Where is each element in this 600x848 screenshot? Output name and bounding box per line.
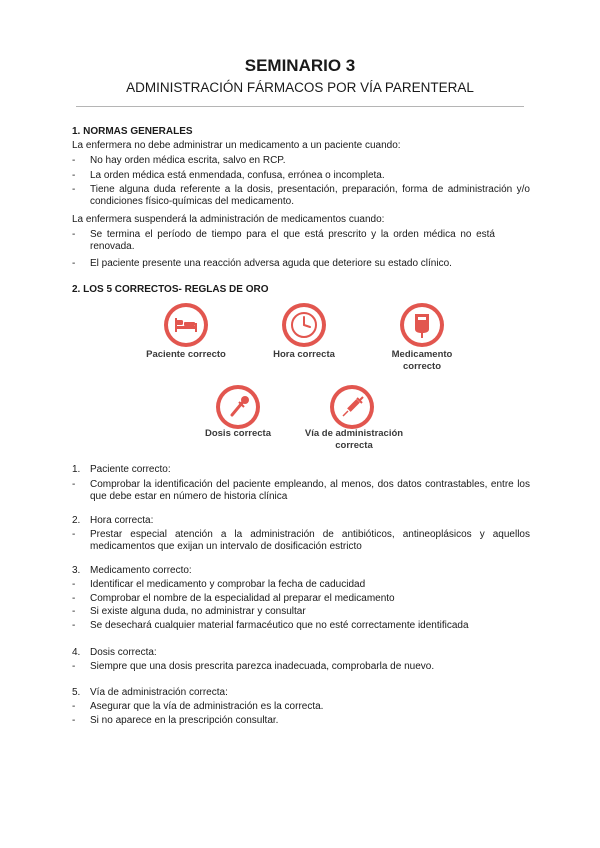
bullet-dash: - [72, 479, 76, 490]
page-title: SEMINARIO 3 [244, 56, 356, 75]
dropper-icon [216, 385, 260, 429]
section1-intro1: La enfermera no debe administrar un medicamento a un paciente cuando: [72, 140, 401, 151]
rule-number: 1. [72, 464, 81, 475]
icon-caption: Hora correcta [273, 349, 335, 360]
icon-caption: correcta [335, 440, 373, 451]
bullet-dash: - [72, 715, 76, 726]
icon-caption: Dosis correcta [204, 428, 271, 439]
section1-intro2: La enfermera suspenderá la administración de medicamentos cuando: [72, 214, 385, 225]
list-item: El paciente presente una reacción adversa aguda que deteriore su estado clínico. [90, 258, 452, 269]
bullet-dash: - [72, 579, 76, 590]
bullet-dash: - [72, 661, 76, 672]
bullet-dash: - [72, 593, 76, 604]
rule-number: 2. [72, 515, 81, 526]
list-item: Se termina el período de tiempo para el que está prescrito y la orden médica no está renovada. [90, 229, 495, 252]
iv-bag-icon [400, 303, 444, 347]
section1-heading: 1. NORMAS GENERALES [72, 126, 193, 137]
rule-title: Medicamento correcto: [90, 565, 192, 576]
list-item: Siempre que una dosis prescrita parezca inadecuada, comprobarla de nuevo. [90, 661, 435, 672]
list-item: No hay orden médica escrita, salvo en RCP. [90, 155, 286, 166]
bullet-dash: - [72, 701, 76, 712]
bullet-dash: - [72, 529, 76, 540]
rule-title: Vía de administración correcta: [90, 687, 228, 698]
list-item: Si no aparece en la prescripción consultar. [90, 715, 279, 726]
rule-title: Dosis correcta: [90, 647, 157, 658]
icon-caption: Vía de administración [304, 428, 404, 439]
bullet-dash: - [72, 170, 76, 181]
bullet-dash: - [72, 184, 76, 195]
clock-icon [282, 303, 326, 347]
bullet-dash: - [72, 155, 76, 166]
bullet-dash: - [72, 620, 76, 631]
list-item: Comprobar la identificación del paciente empleando, al menos, dos datos contrastables, entre los que debe estar en número de historia clínica [90, 479, 530, 502]
icon-caption: correcto [402, 361, 441, 372]
bullet-dash: - [72, 229, 76, 240]
rule-number: 5. [72, 687, 81, 698]
bullet-dash: - [72, 606, 76, 617]
rule-title: Paciente correcto: [90, 464, 171, 475]
rule-title: Hora correcta: [90, 515, 154, 526]
bullet-dash: - [72, 258, 76, 269]
rule-number: 4. [72, 647, 81, 658]
rule-number: 3. [72, 565, 81, 576]
list-item: Prestar especial atención a la administración de antibióticos, antineoplásicos y aquellos medicamentos que exijan un intervalo de dosificación estricto [90, 529, 530, 552]
title-divider [76, 106, 524, 107]
list-item: Identificar el medicamento y comprobar la fecha de caducidad [90, 579, 366, 590]
syringe-icon [330, 385, 374, 429]
patient-bed-icon [164, 303, 208, 347]
list-item: Comprobar el nombre de la especialidad al preparar el medicamento [90, 593, 395, 604]
page-subtitle: ADMINISTRACIÓN FÁRMACOS POR VÍA PARENTERAL [126, 80, 474, 95]
list-item: Se desechará cualquier material farmacéutico que no esté correctamente identificada [90, 620, 469, 631]
list-item: Si existe alguna duda, no administrar y consultar [90, 606, 306, 617]
section2-heading: 2. LOS 5 CORRECTOS- REGLAS DE ORO [72, 284, 269, 295]
list-item: La orden médica está enmendada, confusa, errónea o incompleta. [90, 170, 385, 181]
list-item: Tiene alguna duda referente a la dosis, presentación, preparación, forma de administración y/o condiciones físico-químicas del medicamento. [90, 184, 530, 207]
icon-caption: Paciente correcto [146, 349, 226, 360]
icon-caption: Medicamento [391, 349, 453, 360]
list-item: Asegurar que la vía de administración es la correcta. [90, 701, 324, 712]
